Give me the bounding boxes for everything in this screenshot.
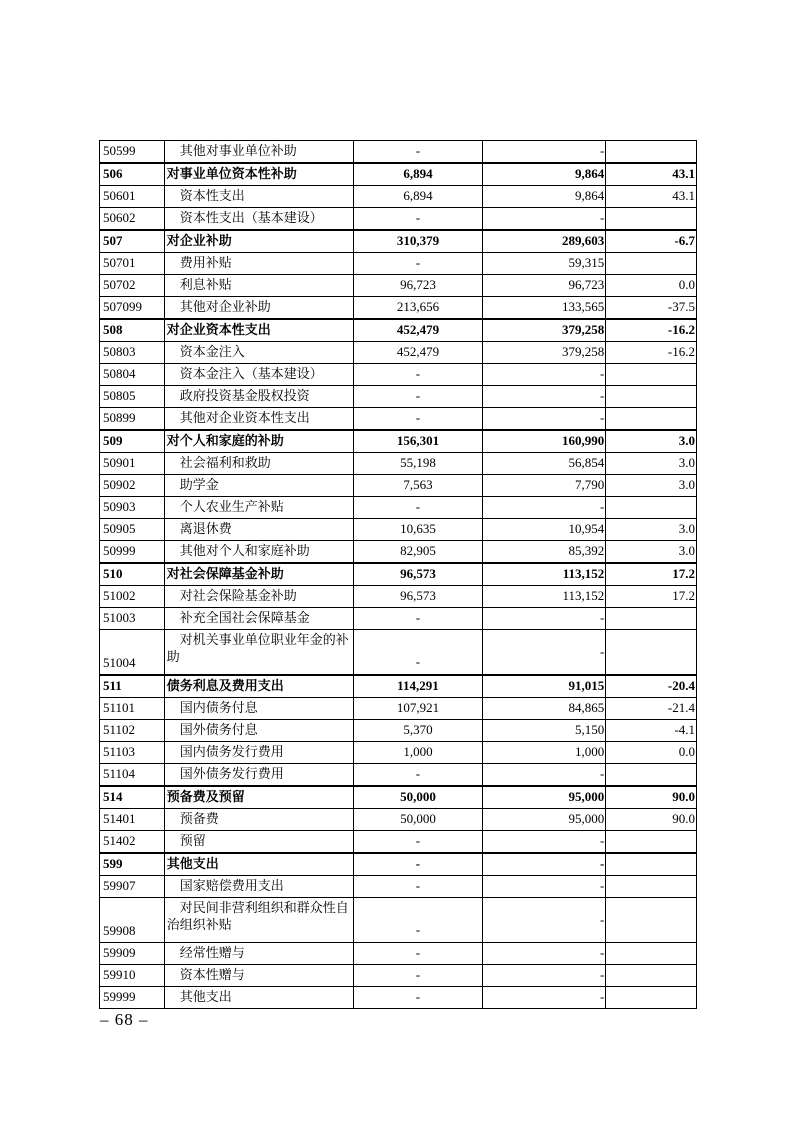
row-name-cell-text: 对民间非营利组织和群众性自治组织补贴: [166, 900, 349, 932]
budget-value-cell: -: [353, 854, 482, 875]
pct-value-cell: [605, 497, 696, 518]
row-name-cell: [164, 876, 353, 897]
budget-value-cell: -: [353, 408, 482, 429]
budget-value-cell: -: [353, 608, 482, 629]
row-code-cell: 506: [103, 166, 123, 182]
row-name-cell-text: 政府投资基金股权投资: [179, 388, 310, 404]
row-code-cell: 51401: [103, 811, 136, 827]
row-name-cell-text: 预备费及预留: [166, 789, 245, 805]
row-code-cell: 50601: [103, 188, 136, 204]
budget-value-cell: -: [353, 764, 482, 785]
row-code-cell: 507: [103, 233, 123, 249]
budget-value-cell: 213,656: [353, 297, 482, 318]
budget-value-cell: -: [353, 386, 482, 407]
table-row: [100, 452, 696, 474]
pct-value-cell: [605, 364, 696, 385]
pct-value-cell: [605, 876, 696, 897]
table-row: [100, 986, 696, 1008]
pct-value-cell: -6.7: [605, 231, 696, 252]
budget-value-cell: 114,291: [353, 676, 482, 697]
row-name-cell-text: 费用补贴: [179, 255, 232, 271]
pct-value-cell: [605, 208, 696, 229]
row-name-cell: [164, 453, 353, 474]
row-name-cell-text: 其他对事业单位补助: [179, 143, 297, 159]
table-row: [100, 318, 696, 341]
row-name-cell: [164, 854, 353, 875]
pct-value-cell: [605, 608, 696, 629]
actual-value-cell: -: [482, 854, 606, 875]
budget-value-cell: -: [353, 208, 482, 229]
row-name-cell: [164, 943, 353, 964]
table-row: [100, 429, 696, 452]
actual-value-cell: 91,015: [482, 676, 606, 697]
budget-table: [99, 140, 697, 1009]
pct-value-cell: 43.1: [605, 164, 696, 185]
row-code-cell: 51402: [103, 833, 136, 849]
pct-value-cell: 17.2: [605, 586, 696, 607]
actual-value-cell: 96,723: [482, 275, 606, 296]
actual-value-cell: 59,315: [482, 253, 606, 274]
row-name-cell: [164, 297, 353, 318]
row-name-cell-text: 其他对企业资本性支出: [179, 410, 310, 426]
budget-value-cell: 310,379: [353, 231, 482, 252]
actual-value-cell: -: [482, 943, 606, 964]
row-name-cell: [164, 408, 353, 429]
row-name-cell-text: 对事业单位资本性补助: [166, 166, 297, 182]
actual-value-cell: -: [482, 208, 606, 229]
table-row: [100, 252, 696, 274]
row-name-cell-text: 其他支出: [166, 856, 219, 872]
row-code-cell: 50702: [103, 277, 136, 293]
actual-value-cell: 85,392: [482, 541, 606, 562]
actual-value-cell: -: [482, 898, 606, 942]
actual-value-cell: 1,000: [482, 742, 606, 763]
pct-value-cell: [605, 764, 696, 785]
budget-value-cell: 96,573: [353, 564, 482, 585]
row-code-cell: 59909: [103, 945, 136, 961]
actual-value-cell: 9,864: [482, 186, 606, 207]
pct-value-cell: 0.0: [605, 742, 696, 763]
table-row: [100, 162, 696, 185]
actual-value-cell: 160,990: [482, 431, 606, 452]
row-name-cell-text: 离退休费: [179, 521, 232, 537]
pct-value-cell: 3.0: [605, 541, 696, 562]
row-name-cell-text: 资本金注入（基本建设）: [179, 366, 323, 382]
budget-value-cell: -: [353, 965, 482, 986]
table-row: [100, 341, 696, 363]
pct-value-cell: 3.0: [605, 431, 696, 452]
row-name-cell-text: 预备费: [179, 811, 219, 827]
row-name-cell-text: 国外债务付息: [179, 722, 258, 738]
budget-value-cell: -: [353, 630, 482, 674]
pct-value-cell: [605, 630, 696, 674]
actual-value-cell: -: [482, 608, 606, 629]
row-name-cell-text: 预留: [179, 833, 206, 849]
row-name-cell: [164, 364, 353, 385]
actual-value-cell: -: [482, 764, 606, 785]
actual-value-cell: -: [482, 141, 606, 162]
row-name-cell: [164, 141, 353, 162]
budget-value-cell: -: [353, 987, 482, 1008]
pct-value-cell: [605, 253, 696, 274]
row-code-cell: 508: [103, 322, 123, 338]
pct-value-cell: [605, 408, 696, 429]
actual-value-cell: 5,150: [482, 720, 606, 741]
actual-value-cell: -: [482, 831, 606, 852]
budget-value-cell: 96,573: [353, 586, 482, 607]
row-name-cell: [164, 431, 353, 452]
pct-value-cell: 43.1: [605, 186, 696, 207]
table-row: [100, 964, 696, 986]
row-name-cell: [164, 742, 353, 763]
row-name-cell-text: 债务利息及费用支出: [166, 678, 284, 694]
row-code-cell: 599: [103, 856, 123, 872]
budget-value-cell: 452,479: [353, 342, 482, 363]
row-name-cell-text: 其他对个人和家庭补助: [179, 543, 310, 559]
row-code-cell: 50902: [103, 477, 136, 493]
actual-value-cell: 95,000: [482, 809, 606, 830]
budget-value-cell: 10,635: [353, 519, 482, 540]
row-name-cell-text: 国内债务付息: [179, 700, 258, 716]
table-row: [100, 474, 696, 496]
budget-value-cell: -: [353, 253, 482, 274]
row-name-cell: [164, 809, 353, 830]
budget-value-cell: 6,894: [353, 186, 482, 207]
row-name-cell: [164, 386, 353, 407]
budget-value-cell: 50,000: [353, 787, 482, 808]
actual-value-cell: 9,864: [482, 164, 606, 185]
row-code-cell: 50803: [103, 344, 136, 360]
table-row: [100, 296, 696, 318]
row-name-cell: [164, 475, 353, 496]
row-name-cell: [164, 253, 353, 274]
table-row: [100, 185, 696, 207]
budget-value-cell: -: [353, 898, 482, 942]
actual-value-cell: 10,954: [482, 519, 606, 540]
row-code-cell: 51004: [103, 655, 136, 671]
row-name-cell-text: 经常性赠与: [179, 945, 245, 961]
actual-value-cell: -: [482, 987, 606, 1008]
row-name-cell: [164, 965, 353, 986]
table-row: [100, 274, 696, 296]
actual-value-cell: -: [482, 364, 606, 385]
row-name-cell-text: 对企业补助: [166, 233, 232, 249]
budget-value-cell: -: [353, 364, 482, 385]
budget-value-cell: 107,921: [353, 698, 482, 719]
row-code-cell: 509: [103, 433, 123, 449]
pct-value-cell: -20.4: [605, 676, 696, 697]
table-row: [100, 719, 696, 741]
row-code-cell: 50899: [103, 410, 136, 426]
table-row: [100, 785, 696, 808]
row-code-cell: 50999: [103, 543, 136, 559]
row-name-cell: [164, 720, 353, 741]
row-name-cell: [164, 630, 353, 674]
pct-value-cell: [605, 943, 696, 964]
table-row: [100, 942, 696, 964]
row-code-cell: 510: [103, 566, 123, 582]
row-name-cell-text: 对社会保险基金补助: [179, 588, 297, 604]
actual-value-cell: -: [482, 408, 606, 429]
pct-value-cell: [605, 898, 696, 942]
actual-value-cell: 289,603: [482, 231, 606, 252]
budget-value-cell: 96,723: [353, 275, 482, 296]
row-name-cell: [164, 186, 353, 207]
row-name-cell: [164, 764, 353, 785]
table-row: [100, 229, 696, 252]
pct-value-cell: [605, 141, 696, 162]
row-code-cell: 50701: [103, 255, 136, 271]
row-code-cell: 50905: [103, 521, 136, 537]
budget-value-cell: 156,301: [353, 431, 482, 452]
pct-value-cell: -16.2: [605, 320, 696, 341]
budget-value-cell: 6,894: [353, 164, 482, 185]
row-name-cell: [164, 564, 353, 585]
pct-value-cell: 3.0: [605, 475, 696, 496]
pct-value-cell: [605, 386, 696, 407]
row-name-cell-text: 利息补贴: [179, 277, 232, 293]
pct-value-cell: [605, 831, 696, 852]
row-name-cell-text: 社会福利和救助: [179, 455, 271, 471]
row-name-cell: [164, 164, 353, 185]
row-code-cell: 50804: [103, 366, 136, 382]
actual-value-cell: 379,258: [482, 320, 606, 341]
pct-value-cell: 90.0: [605, 809, 696, 830]
table-row: [100, 540, 696, 562]
table-row: [100, 697, 696, 719]
actual-value-cell: -: [482, 497, 606, 518]
row-name-cell-text: 资本性支出: [179, 188, 245, 204]
pct-value-cell: 3.0: [605, 519, 696, 540]
row-name-cell-text: 对个人和家庭的补助: [166, 433, 284, 449]
table-row: [100, 585, 696, 607]
row-code-cell: 59908: [103, 923, 136, 939]
row-name-cell-text: 个人农业生产补贴: [179, 499, 284, 515]
table-row: [100, 763, 696, 785]
row-name-cell-text: 资本性赠与: [179, 967, 245, 983]
row-code-cell: 50903: [103, 499, 136, 515]
pct-value-cell: [605, 965, 696, 986]
row-name-cell: [164, 231, 353, 252]
row-name-cell: [164, 698, 353, 719]
row-name-cell-text: 对企业资本性支出: [166, 322, 271, 338]
row-code-cell: 50805: [103, 388, 136, 404]
row-name-cell-text: 国外债务发行费用: [179, 766, 284, 782]
table-row: [100, 808, 696, 830]
budget-value-cell: -: [353, 497, 482, 518]
table-row: [100, 207, 696, 229]
row-name-cell-text: 助学金: [179, 477, 219, 493]
actual-value-cell: -: [482, 630, 606, 674]
table-row: [100, 629, 696, 674]
pct-value-cell: 17.2: [605, 564, 696, 585]
row-name-cell: [164, 676, 353, 697]
pct-value-cell: 90.0: [605, 787, 696, 808]
pct-value-cell: -37.5: [605, 297, 696, 318]
budget-value-cell: 55,198: [353, 453, 482, 474]
row-name-cell: [164, 342, 353, 363]
row-name-cell: [164, 275, 353, 296]
row-code-cell: 507099: [103, 299, 142, 315]
table-row: [100, 607, 696, 629]
table-row: [100, 897, 696, 942]
row-code-cell: 51102: [103, 722, 136, 738]
row-name-cell-text: 资本性支出（基本建设）: [179, 210, 323, 226]
table-row: [100, 141, 696, 162]
budget-value-cell: -: [353, 141, 482, 162]
actual-value-cell: 56,854: [482, 453, 606, 474]
pct-value-cell: 3.0: [605, 453, 696, 474]
table-row: [100, 518, 696, 540]
table-row: [100, 674, 696, 697]
table-row: [100, 363, 696, 385]
budget-value-cell: -: [353, 831, 482, 852]
row-code-cell: 59999: [103, 989, 136, 1005]
row-name-cell: [164, 586, 353, 607]
row-code-cell: 59910: [103, 967, 136, 983]
row-name-cell: [164, 519, 353, 540]
table-row: [100, 407, 696, 429]
row-name-cell-text: 国家赔偿费用支出: [179, 878, 284, 894]
actual-value-cell: 113,152: [482, 564, 606, 585]
actual-value-cell: 7,790: [482, 475, 606, 496]
table-row: [100, 875, 696, 897]
row-name-cell-text: 国内债务发行费用: [179, 744, 284, 760]
budget-value-cell: 82,905: [353, 541, 482, 562]
table-row: [100, 496, 696, 518]
table-row: [100, 852, 696, 875]
actual-value-cell: -: [482, 965, 606, 986]
actual-value-cell: -: [482, 386, 606, 407]
budget-value-cell: -: [353, 943, 482, 964]
actual-value-cell: 379,258: [482, 342, 606, 363]
row-name-cell: [164, 787, 353, 808]
row-code-cell: 51104: [103, 766, 136, 782]
row-name-cell: [164, 987, 353, 1008]
actual-value-cell: -: [482, 876, 606, 897]
row-name-cell-text: 其他支出: [179, 989, 232, 1005]
budget-value-cell: 7,563: [353, 475, 482, 496]
pct-value-cell: 0.0: [605, 275, 696, 296]
pct-value-cell: [605, 854, 696, 875]
row-code-cell: 50599: [103, 143, 136, 159]
pct-value-cell: [605, 987, 696, 1008]
row-code-cell: 511: [103, 678, 122, 694]
budget-value-cell: 1,000: [353, 742, 482, 763]
row-name-cell: [164, 831, 353, 852]
row-code-cell: 51003: [103, 610, 136, 626]
row-code-cell: 50602: [103, 210, 136, 226]
actual-value-cell: 113,152: [482, 586, 606, 607]
budget-value-cell: -: [353, 876, 482, 897]
row-name-cell: [164, 497, 353, 518]
table-row: [100, 385, 696, 407]
row-name-cell: [164, 608, 353, 629]
page-number: – 68 –: [100, 1010, 149, 1029]
budget-value-cell: 50,000: [353, 809, 482, 830]
row-code-cell: 59907: [103, 878, 136, 894]
row-name-cell-text: 对社会保障基金补助: [166, 566, 284, 582]
budget-value-cell: 452,479: [353, 320, 482, 341]
row-name-cell-text: 对机关事业单位职业年金的补助: [166, 632, 349, 664]
table-row: [100, 830, 696, 852]
actual-value-cell: 133,565: [482, 297, 606, 318]
row-name-cell-text: 资本金注入: [179, 344, 245, 360]
table-row: [100, 562, 696, 585]
row-code-cell: 514: [103, 789, 123, 805]
actual-value-cell: 95,000: [482, 787, 606, 808]
row-code-cell: 51101: [103, 700, 136, 716]
pct-value-cell: -4.1: [605, 720, 696, 741]
row-name-cell: [164, 541, 353, 562]
row-name-cell: [164, 320, 353, 341]
pct-value-cell: -16.2: [605, 342, 696, 363]
actual-value-cell: 84,865: [482, 698, 606, 719]
pct-value-cell: -21.4: [605, 698, 696, 719]
row-name-cell: [164, 898, 353, 942]
budget-value-cell: 5,370: [353, 720, 482, 741]
row-code-cell: 51103: [103, 744, 136, 760]
table-row: [100, 741, 696, 763]
row-name-cell-text: 补充全国社会保障基金: [179, 610, 310, 626]
row-name-cell-text: 其他对企业补助: [179, 299, 271, 315]
row-name-cell: [164, 208, 353, 229]
row-code-cell: 51002: [103, 588, 136, 604]
row-code-cell: 50901: [103, 455, 136, 471]
